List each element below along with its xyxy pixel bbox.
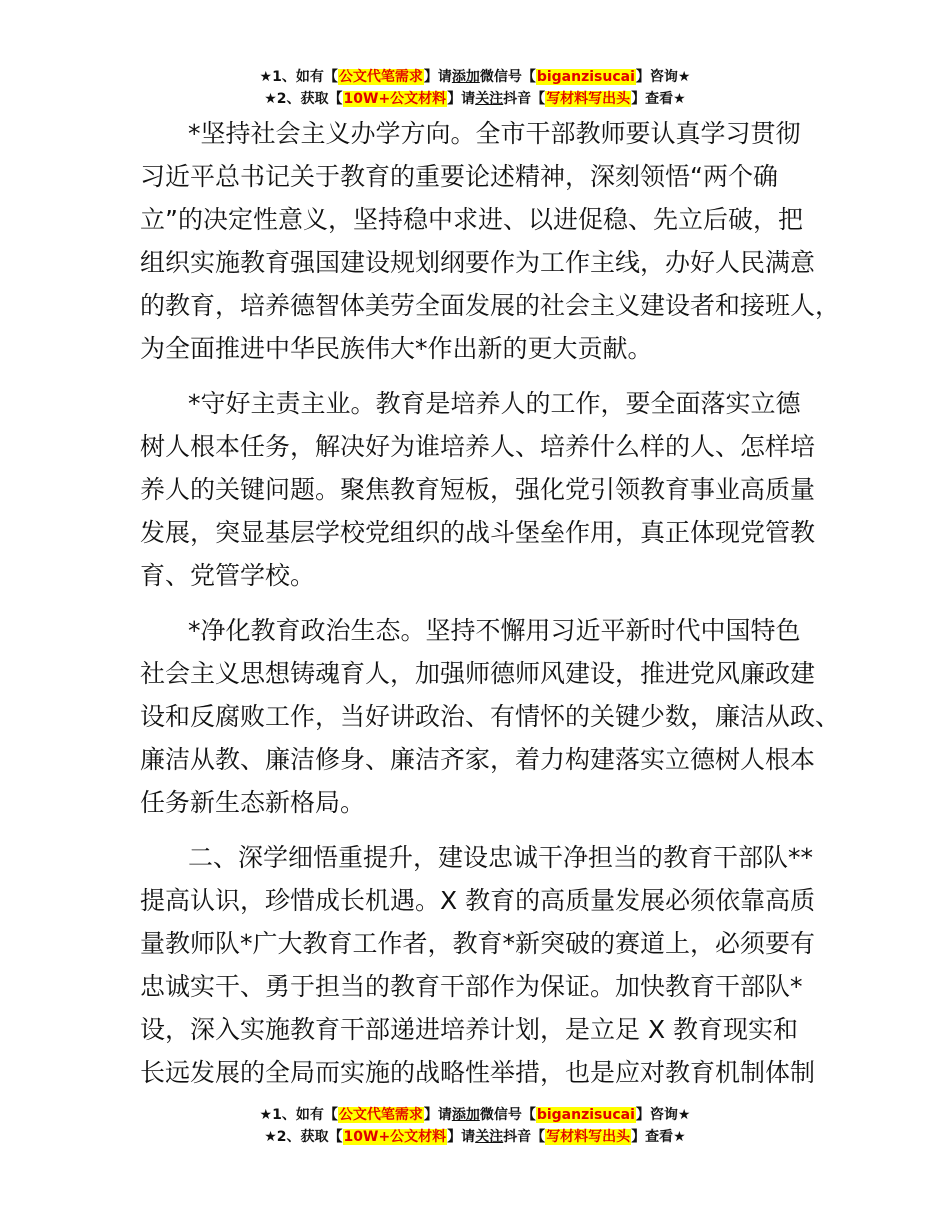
notice-text: 】咨询★	[635, 1107, 691, 1123]
highlight-douyin: 写材料写出头	[546, 1129, 631, 1145]
paragraph	[140, 836, 820, 1094]
notice-text: ★2、获取【	[264, 91, 343, 107]
highlight-materials: 10W+公文材料	[343, 1129, 447, 1145]
text-line: 社会主义思想铸魂育人，加强师德师风建设，推进党风廉政建	[140, 659, 816, 688]
text-line: 发展，突显基层学校党组织的战斗堡垒作用，真正体现党管教	[140, 518, 816, 547]
notice-text: 抖音【	[503, 1129, 546, 1145]
notice-line-2	[0, 1126, 950, 1148]
text-line: 二、深学细悟重提升，建设忠诚干净担当的教育干部队**	[188, 843, 814, 872]
notice-text: 微信号【	[479, 1107, 536, 1123]
highlight-ghostwriting: 公文代笔需求	[338, 1107, 423, 1123]
notice-underlined: 关注	[475, 91, 504, 107]
paragraph	[140, 609, 841, 824]
text-line: 设，深入实施教育干部递进培养计划，是立足 X 教育现实和	[140, 1015, 799, 1044]
text-line: 设和反腐败工作，当好讲政治、有情怀的关键少数，廉洁从政、	[140, 702, 841, 731]
text-line: *净化教育政治生态。坚持不懈用习近平新时代中国特色	[188, 616, 801, 645]
notice-text: 】请	[423, 1107, 452, 1123]
notice-text: 】咨询★	[635, 69, 691, 85]
highlight-ghostwriting: 公文代笔需求	[338, 69, 423, 85]
text-line: 量教师队*广大教育工作者，教育*新突破的赛道上，必须要有	[140, 929, 816, 958]
text-line: 组织实施教育强国建设规划纲要作为工作主线，办好人民满意	[140, 248, 816, 277]
highlight-douyin: 写材料写出头	[546, 91, 631, 107]
notice-text: ★1、如有【	[259, 1107, 338, 1123]
text-line: 育、党管学校。	[140, 561, 316, 590]
notice-text: 】请	[447, 91, 476, 107]
highlight-wechat-id: biganzisucai	[536, 69, 635, 85]
text-line: *守好主责主业。教育是培养人的工作，要全面落实立德	[188, 389, 801, 418]
notice-text: ★2、获取【	[264, 1129, 343, 1145]
notice-text: ★1、如有【	[259, 69, 338, 85]
notice-text: 】查看★	[631, 1129, 686, 1145]
highlight-materials: 10W+公文材料	[343, 91, 447, 107]
notice-text: 微信号【	[479, 69, 536, 85]
text-line: 的教育，培养德智体美劳全面发展的社会主义建设者和接班人，	[140, 291, 841, 320]
text-line: 养人的关键问题。聚焦教育短板，强化党引领教育事业高质量	[140, 475, 816, 504]
header-notice-banner	[0, 66, 950, 110]
notice-text: 抖音【	[503, 91, 546, 107]
notice-line-2	[0, 88, 950, 110]
notice-underlined: 添加	[451, 1107, 480, 1123]
notice-line-1	[0, 1104, 950, 1126]
text-line: 长远发展的全局而实施的战略性举措，也是应对教育机制体制	[140, 1058, 816, 1087]
notice-text: 】请	[447, 1129, 476, 1145]
paragraph	[140, 112, 841, 370]
notice-text: 】请	[423, 69, 452, 85]
text-line: 提高认识，珍惜成长机遇。X 教育的高质量发展必须依靠高质	[140, 886, 816, 915]
highlight-wechat-id: biganzisucai	[536, 1107, 635, 1123]
paragraph	[140, 382, 820, 597]
text-line: 习近平总书记关于教育的重要论述精神，深刻领悟“两个确	[140, 162, 778, 191]
notice-line-1	[0, 66, 950, 88]
text-line: 任务新生态新格局。	[140, 788, 366, 817]
notice-underlined: 关注	[475, 1129, 504, 1145]
notice-underlined: 添加	[451, 69, 480, 85]
notice-text: 】查看★	[631, 91, 686, 107]
text-line: 忠诚实干、勇于担当的教育干部作为保证。加快教育干部队*	[140, 972, 803, 1001]
text-line: 立”的决定性意义，坚持稳中求进、以进促稳、先立后破，把	[140, 205, 803, 234]
text-line: *坚持社会主义办学方向。全市干部教师要认真学习贯彻	[188, 119, 801, 148]
text-line: 廉洁从教、廉洁修身、廉洁齐家，着力构建落实立德树人根本	[140, 745, 816, 774]
text-line: 树人根本任务，解决好为谁培养人、培养什么样的人、怎样培	[140, 432, 816, 461]
document-body	[140, 112, 841, 1106]
text-line: 为全面推进中华民族伟大*作出新的更大贡献。	[140, 334, 653, 363]
footer-notice-banner	[0, 1104, 950, 1148]
